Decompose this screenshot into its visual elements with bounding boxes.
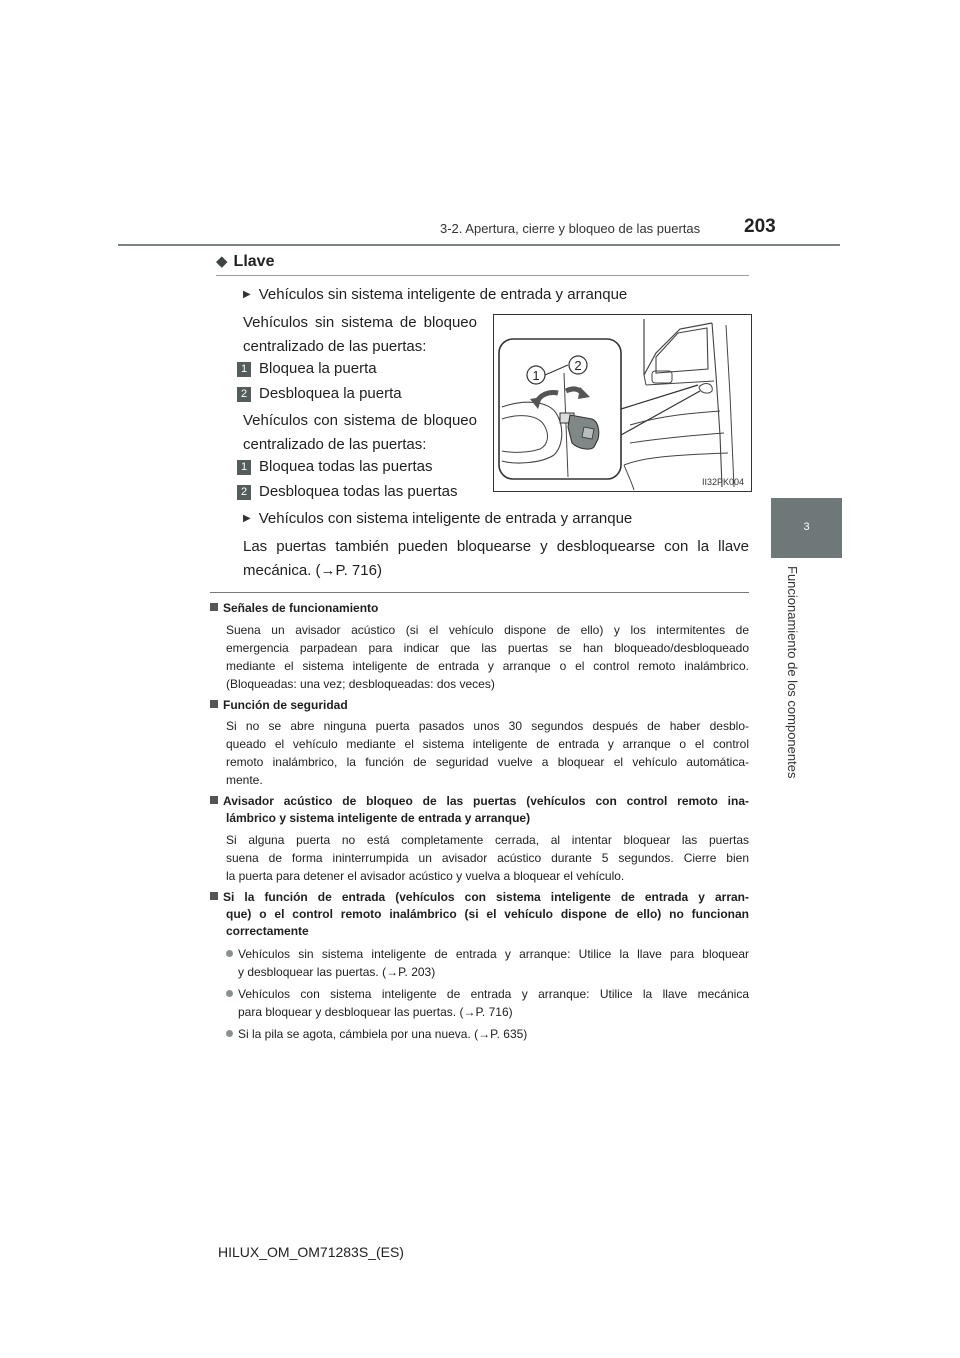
note-heading: Si la función de entrada (vehículos con sistema inteligente de entrada y arran- [210,889,749,906]
chapter-title-vertical: Funcionamiento de los componentes [785,566,800,779]
note-heading-line: lámbrico y sistema inteligente de entrada y arranque) [226,811,531,825]
note-line: suena de forma ininterrumpida un avisador acústico durante 5 segundos. Cierre bien [226,851,749,865]
list-item: 1 Bloquea todas las puertas [237,458,432,475]
bullet-item-line: y desbloquear las puertas. (→P. 203) [238,965,436,979]
note-line: queado el vehículo mediante el sistema inteligente de entrada y arranque o el control [226,737,749,751]
note-line: emergencia parpadean para indicar que las puertas se han bloqueado/desbloqueado [226,641,749,655]
paragraph-line: mecánica. (→P. 716) [243,562,382,579]
note-line: Si no se abre ninguna puerta pasados unos 30 segundos después de haber desblo- [226,719,749,733]
round-bullet-icon [226,950,233,957]
list-item: 2 Desbloquea la puerta [237,385,402,402]
key-door-illustration [493,314,752,492]
group-label-line: Vehículos con sistema de bloqueo [243,412,477,429]
note-line: mediante el sistema inteligente de entrada y arranque o el control remoto inalámbrico. [226,659,749,673]
header-rule [118,244,840,246]
bullet-item-line: para bloquear y desbloquear las puertas. (→P. 716) [238,1005,513,1019]
list-item: 1 Bloquea la puerta [237,360,377,377]
number-badge: 2 [237,485,251,500]
round-bullet-icon [226,1030,233,1037]
callout-1-label: 1 [532,368,540,383]
subsection-heading: ▶ Vehículos sin sistema inteligente de entrada y arranque [243,286,628,303]
note-line: mente. [226,773,263,787]
number-badge: 1 [237,362,251,377]
note-line: Suena un avisador acústico (si el vehículo dispone de ello) y los intermitentes de [226,623,749,637]
list-item: 2 Desbloquea todas las puertas [237,483,457,500]
document-code: HILUX_OM_OM71283S_(ES) [218,1244,404,1260]
number-badge: 2 [237,387,251,402]
bullet-item: Si la pila se agota, cámbiela por una nueva. (→P. 635) [226,1025,527,1043]
page-number: 203 [744,216,776,237]
triangle-bullet-icon: ▶ [243,289,251,300]
number-badge: 1 [237,460,251,475]
paragraph-line: Las puertas también pueden bloquearse y desbloquearse con la llave [243,538,749,555]
note-heading: Señales de funcionamiento [210,600,378,617]
subsection-heading: ▶ Vehículos con sistema inteligente de entrada y arranque [243,510,633,527]
note-heading: Función de seguridad [210,697,348,714]
square-bullet-icon [210,892,218,900]
note-line: Si alguna puerta no está completamente cerrada, al intentar bloquear las puertas [226,833,749,847]
note-line: remoto inalámbrico, la función de seguridad vuelve a bloquear el vehículo automática- [226,755,749,769]
square-bullet-icon [210,796,218,804]
group-label-line: centralizado de las puertas: [243,338,427,355]
car-door-key-drawing [494,315,751,491]
triangle-bullet-icon: ▶ [243,513,251,524]
chapter-tab-number: 3 [803,521,810,533]
square-bullet-icon [210,603,218,611]
bullet-item: Vehículos con sistema inteligente de entrada y arranque: Utilice la llave mecánica [226,985,749,1003]
bullet-item: Vehículos sin sistema inteligente de entrada y arranque: Utilice la llave para bloquear [226,945,749,963]
group-label-line: Vehículos sin sistema de bloqueo [243,314,477,331]
group-label-line: centralizado de las puertas: [243,436,427,453]
note-heading-line: que) o el control remoto inalámbrico (si el vehículo dispone de ello) no funcionan [226,907,749,921]
figure-code: II32PK004 [701,477,744,487]
note-heading: Avisador acústico de bloqueo de las puertas (vehículos con control remoto ina- [210,793,749,810]
section-title-text: Llave [233,253,275,270]
note-heading-line: correctamente [226,924,309,938]
callout-2-label: 2 [574,358,582,373]
running-header: 3-2. Apertura, cierre y bloqueo de las puertas [440,221,701,236]
section-rule [216,275,749,276]
section-title [216,252,274,271]
round-bullet-icon [226,990,233,997]
diamond-icon: ◆ [216,253,228,270]
square-bullet-icon [210,700,218,708]
notes-divider [210,592,749,593]
note-line: la puerta para detener el avisador acústico y vuelva a bloquear el vehículo. [226,869,625,883]
note-line: (Bloqueadas: una vez; desbloqueadas: dos veces) [226,677,495,691]
